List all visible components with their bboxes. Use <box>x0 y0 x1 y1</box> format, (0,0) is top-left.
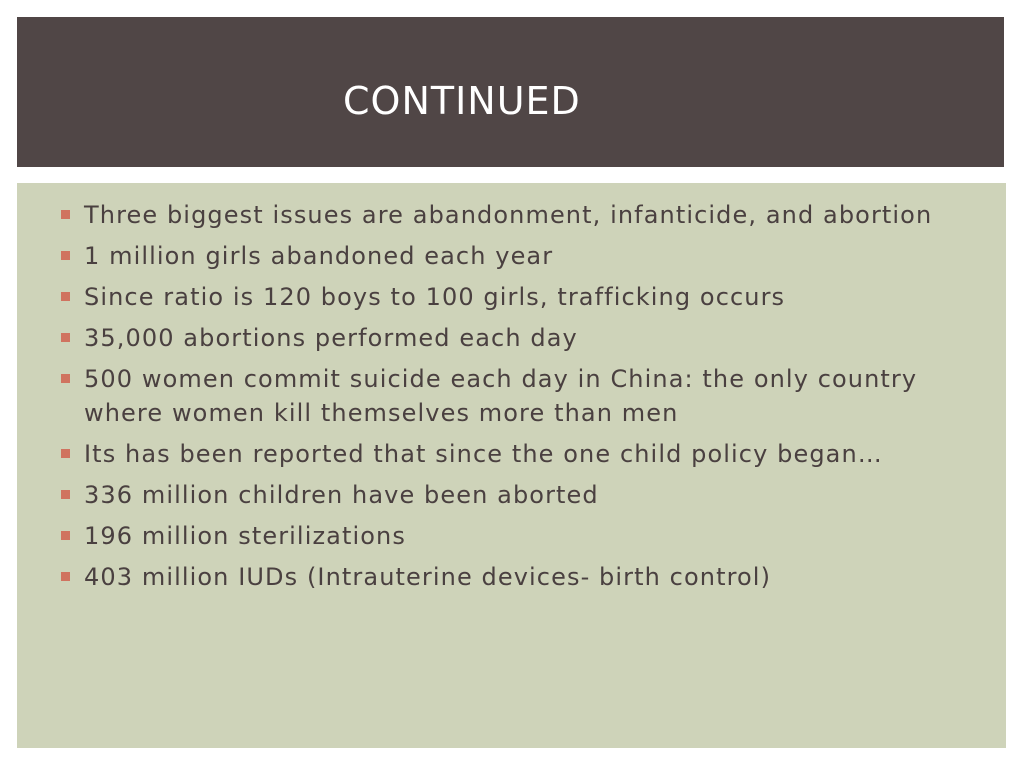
bullet-item <box>61 437 961 471</box>
bullet-text: 1 million girls abandoned each year <box>84 242 554 270</box>
bullet-item <box>61 519 961 553</box>
square-bullet-icon <box>61 572 70 581</box>
bullet-list <box>61 198 961 601</box>
bullet-item <box>61 239 961 273</box>
bullet-text: Since ratio is 120 boys to 100 girls, trafficking occurs <box>84 283 786 311</box>
bullet-text: 336 million children have been aborted <box>84 481 599 509</box>
bullet-item <box>61 321 961 355</box>
bullet-text: Three biggest issues are abandonment, infanticide, and abortion <box>84 201 933 229</box>
square-bullet-icon <box>61 333 70 342</box>
square-bullet-icon <box>61 210 70 219</box>
square-bullet-icon <box>61 374 70 383</box>
bullet-item <box>61 362 961 430</box>
slide-title: CONTINUED <box>343 79 581 123</box>
content-area <box>17 183 1006 748</box>
bullet-item <box>61 280 961 314</box>
square-bullet-icon <box>61 449 70 458</box>
square-bullet-icon <box>61 251 70 260</box>
bullet-text: Its has been reported that since the one child policy began… <box>84 440 883 468</box>
square-bullet-icon <box>61 490 70 499</box>
bullet-text: 196 million sterilizations <box>84 522 406 550</box>
square-bullet-icon <box>61 292 70 301</box>
bullet-item <box>61 560 961 594</box>
bullet-text: 35,000 abortions performed each day <box>84 324 578 352</box>
bullet-item <box>61 478 961 512</box>
bullet-text: 500 women commit suicide each day in China: the only country where women kill themselves more than men <box>84 365 918 427</box>
square-bullet-icon <box>61 531 70 540</box>
bullet-item <box>61 198 961 232</box>
bullet-text: 403 million IUDs (Intrauterine devices- birth control) <box>84 563 772 591</box>
